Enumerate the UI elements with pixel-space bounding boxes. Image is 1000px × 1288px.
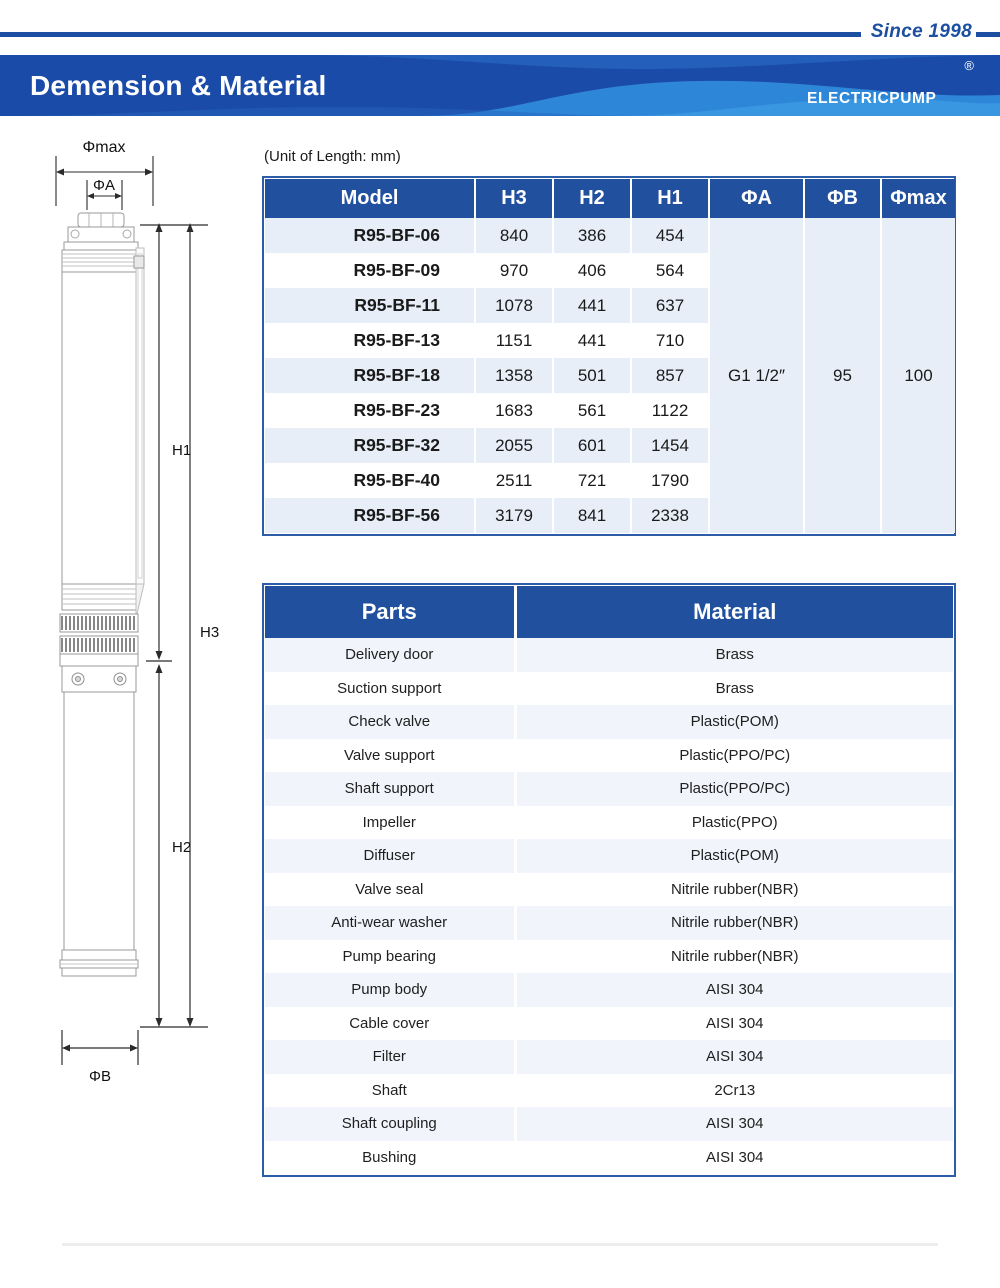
cell-material: Plastic(PPO/PC) [515, 772, 953, 806]
mastra-wordmark-icon [797, 58, 974, 91]
cell-h2: 441 [553, 288, 631, 323]
col-header-h1: H1 [631, 179, 709, 218]
since-tagline: Since 1998 [861, 21, 976, 43]
cell-h2: 721 [553, 463, 631, 498]
cell-model: R95-BF-13 [265, 323, 475, 358]
table-row [265, 1141, 953, 1175]
cell-h3: 2511 [475, 463, 553, 498]
cell-h3: 1683 [475, 393, 553, 428]
cell-material: Plastic(POM) [515, 705, 953, 739]
cell-material: AISI 304 [515, 1141, 953, 1175]
col-header-material: Material [515, 586, 953, 638]
cell-part: Cable cover [265, 1007, 515, 1041]
cell-phib-merged: 95 [804, 218, 881, 533]
col-header-model: Model [265, 179, 475, 218]
cell-material: Nitrile rubber(NBR) [515, 940, 953, 974]
cell-part: Delivery door [265, 638, 515, 672]
cell-h1: 637 [631, 288, 709, 323]
cell-h3: 840 [475, 218, 553, 253]
cell-part: Shaft [265, 1074, 515, 1108]
cell-model: R95-BF-40 [265, 463, 475, 498]
label-h1: H1 [172, 442, 192, 459]
table-row [265, 1074, 953, 1108]
cell-part: Shaft coupling [265, 1107, 515, 1141]
col-header-phia: ΦA [709, 179, 804, 218]
cell-material: Plastic(POM) [515, 839, 953, 873]
cell-h2: 501 [553, 358, 631, 393]
table-row [265, 638, 953, 672]
brand-logo [797, 58, 974, 111]
cell-h1: 564 [631, 253, 709, 288]
cell-h3: 1151 [475, 323, 553, 358]
cell-model: R95-BF-06 [265, 218, 475, 253]
label-phimax: Φmax [82, 139, 126, 156]
table-row [265, 973, 953, 1007]
label-h2: H2 [172, 839, 192, 856]
table-row [265, 1007, 953, 1041]
cell-material: Brass [515, 638, 953, 672]
cell-material: AISI 304 [515, 1007, 953, 1041]
cell-part: Pump bearing [265, 940, 515, 974]
cell-part: Valve support [265, 739, 515, 773]
cell-h2: 441 [553, 323, 631, 358]
cell-part: Bushing [265, 1141, 515, 1175]
col-header-parts: Parts [265, 586, 515, 638]
col-header-phimax: Φmax [881, 179, 955, 218]
table-row [265, 1107, 953, 1141]
title-banner [0, 55, 1000, 116]
cell-material: AISI 304 [515, 1040, 953, 1074]
cell-material: Plastic(PPO) [515, 806, 953, 840]
cell-material: Plastic(PPO/PC) [515, 739, 953, 773]
table-row [265, 806, 953, 840]
registered-trademark-icon: ® [964, 58, 974, 73]
cell-h1: 454 [631, 218, 709, 253]
table-row [265, 873, 953, 907]
cell-h1: 857 [631, 358, 709, 393]
cell-h3: 2055 [475, 428, 553, 463]
unit-note: (Unit of Length: mm) [264, 148, 401, 165]
cell-h3: 970 [475, 253, 553, 288]
cell-h1: 1790 [631, 463, 709, 498]
cell-material: AISI 304 [515, 973, 953, 1007]
table-row [265, 705, 953, 739]
cell-h1: 1454 [631, 428, 709, 463]
table-row [265, 940, 953, 974]
material-table [265, 586, 953, 1174]
cell-part: Impeller [265, 806, 515, 840]
cell-h2: 406 [553, 253, 631, 288]
cell-part: Shaft support [265, 772, 515, 806]
label-phia: ΦA [93, 177, 115, 194]
col-header-h2: H2 [553, 179, 631, 218]
cell-part: Check valve [265, 705, 515, 739]
cell-h2: 561 [553, 393, 631, 428]
cell-phia-merged: G1 1/2″ [709, 218, 804, 533]
cell-part: Valve seal [265, 873, 515, 907]
page-header [0, 0, 1000, 116]
cell-phimax-merged: 100 [881, 218, 955, 533]
cell-model: R95-BF-18 [265, 358, 475, 393]
table-row [265, 772, 953, 806]
cell-h3: 1078 [475, 288, 553, 323]
logo-subtitle: ELECTRICPUMP [807, 90, 937, 107]
dimension-table-container [262, 176, 956, 536]
cell-h2: 841 [553, 498, 631, 533]
material-table-container [262, 583, 956, 1177]
cell-h2: 386 [553, 218, 631, 253]
header-top-rule [0, 32, 1000, 37]
cell-part: Suction support [265, 672, 515, 706]
cell-model: R95-BF-56 [265, 498, 475, 533]
label-phib: ΦB [89, 1068, 111, 1085]
cell-material: Nitrile rubber(NBR) [515, 906, 953, 940]
cell-model: R95-BF-32 [265, 428, 475, 463]
table-row [265, 739, 953, 773]
cell-model: R95-BF-11 [265, 288, 475, 323]
cell-h1: 710 [631, 323, 709, 358]
cell-h2: 601 [553, 428, 631, 463]
cell-part: Pump body [265, 973, 515, 1007]
table-row [265, 218, 955, 253]
table-row [265, 1040, 953, 1074]
cell-model: R95-BF-09 [265, 253, 475, 288]
material-table-header-row [265, 586, 953, 638]
table-row [265, 839, 953, 873]
cell-material: Nitrile rubber(NBR) [515, 873, 953, 907]
cell-material: 2Cr13 [515, 1074, 953, 1108]
cell-part: Anti-wear washer [265, 906, 515, 940]
dimension-table-header-row [265, 179, 955, 218]
col-header-phib: ΦB [804, 179, 881, 218]
cell-material: AISI 304 [515, 1107, 953, 1141]
table-row [265, 906, 953, 940]
table-row [265, 672, 953, 706]
cell-material: Brass [515, 672, 953, 706]
cell-h1: 2338 [631, 498, 709, 533]
cell-h3: 1358 [475, 358, 553, 393]
cell-h1: 1122 [631, 393, 709, 428]
pump-dimension-drawing [0, 130, 250, 1100]
cell-part: Filter [265, 1040, 515, 1074]
cell-h3: 3179 [475, 498, 553, 533]
cell-model: R95-BF-23 [265, 393, 475, 428]
label-h3: H3 [200, 624, 220, 641]
dimension-table [265, 179, 955, 533]
col-header-h3: H3 [475, 179, 553, 218]
cell-part: Diffuser [265, 839, 515, 873]
footer-divider [62, 1243, 938, 1246]
page-title: Demension & Material [30, 69, 327, 101]
